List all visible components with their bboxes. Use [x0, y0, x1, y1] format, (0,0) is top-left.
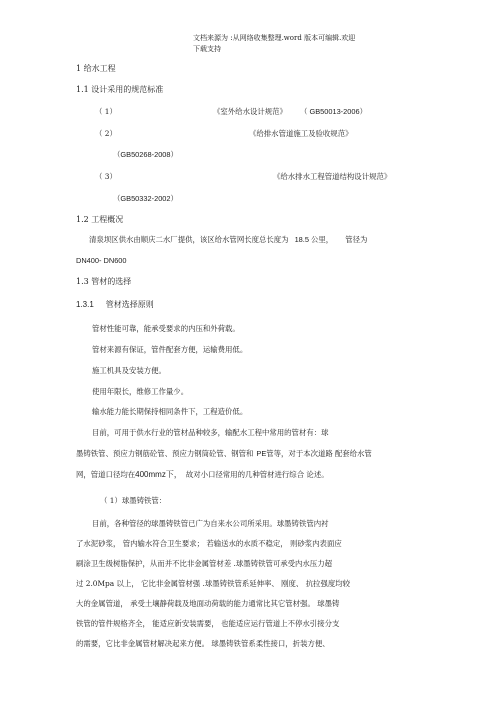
text-run: 故对小口径常用的几种管材进行综合 论述。	[185, 470, 329, 479]
standard-name: 《给排水管道施工及验收规范》	[249, 129, 353, 138]
text-run: 18.5 公里，	[294, 235, 334, 244]
body-text: DN400- DN600	[76, 256, 127, 265]
text-run: 400mmz下，	[135, 470, 182, 479]
standard-number: （ 1）	[95, 107, 117, 116]
section-heading: 1 给水工程	[76, 64, 116, 73]
body-text: 过 2.0Mpa 以上， 它比非金属管材强 .球墨铸铁管系延伸率、 刚度、 抗拉强度均较	[76, 579, 351, 588]
subsection-heading: （ 1）球墨铸铁管：	[100, 496, 167, 505]
header-note-cont: 下载支持	[193, 45, 221, 53]
subsection-number: 1.3.1	[76, 300, 94, 309]
list-item: 施工机具及安装方便。	[92, 366, 166, 375]
text-run: PE管等，对于本次道路 配套给水管	[256, 449, 372, 458]
body-text	[76, 449, 372, 459]
body-text	[89, 235, 367, 245]
subsection-title: 管材选择原则	[105, 300, 154, 309]
header-note: 文档来源为 :从网络收集整理.word 版本可编辑.欢迎	[193, 34, 356, 42]
text-run: 管径为	[345, 235, 368, 244]
text-run: 网，管道口径均在	[76, 470, 136, 479]
list-item: 使用年限长，维修工作量少。	[92, 387, 189, 396]
standard-code: （GB50268-2008）	[113, 150, 178, 159]
body-text: 大的金属管道， 承受土壤静荷载及地面动荷载的能力通常比其它管材强。 球墨铸	[76, 599, 340, 608]
section-heading: 1.1 设计采用的规范标准	[76, 85, 164, 94]
list-item: 管材性能可靠，能承受要求的内压和外荷载。	[92, 324, 240, 333]
body-text: 铁管的管件规格齐全， 能适应新安装需要， 也能适应运行管道上不停水引接分支	[76, 619, 340, 628]
body-text: 目前，可用于供水行业的管材品种较多，输配水工程中常用的管材有：球	[92, 428, 329, 437]
text-run: 清泉坝区供水由顺庆二水厂提供，该区给水管网长度总长度为	[89, 235, 289, 244]
body-text: 了水泥砂浆， 管内输水符合卫生要求； 若输送水的水质不稳定， 则砂浆内表面应	[76, 539, 342, 548]
section-heading: 1.3 管材的选择	[76, 277, 132, 286]
list-item: 管材来源有保证，管件配套方便，运输费用低。	[92, 345, 248, 354]
standard-number: （ 2）	[95, 129, 117, 138]
standard-number: （ 3）	[95, 172, 117, 181]
standard-code: （ GB50013-2006）	[300, 107, 367, 116]
list-item: 输水能力能长期保持相同条件下，工程造价低。	[92, 407, 248, 416]
text-run: 墨铸铁管、预应力钢筋砼管、预应力钢筒砼管、钢管和	[76, 449, 254, 458]
standard-code: （GB50332-2002）	[113, 194, 178, 203]
body-text: 刷涂卫生级树脂保护，从而并不比非金属管材差 .球墨铸铁管可承受内水压力超	[76, 559, 332, 568]
body-text	[76, 470, 329, 480]
body-text: 目前，各种管径的球墨铸铁管已广为自来水公司所采用。球墨铸铁管内衬	[92, 519, 329, 528]
body-text: 的需要，它比非金属管材解决起来方便。 球墨铸铁管系柔性接口，折装方便、	[76, 639, 330, 648]
standard-name: 《室外给水设计规范》	[213, 107, 287, 116]
section-heading: 1.2 工程概况	[76, 215, 124, 224]
subsection-heading	[76, 300, 154, 310]
standard-name: 《给水排水工程管道结构设计规范》	[273, 172, 392, 181]
